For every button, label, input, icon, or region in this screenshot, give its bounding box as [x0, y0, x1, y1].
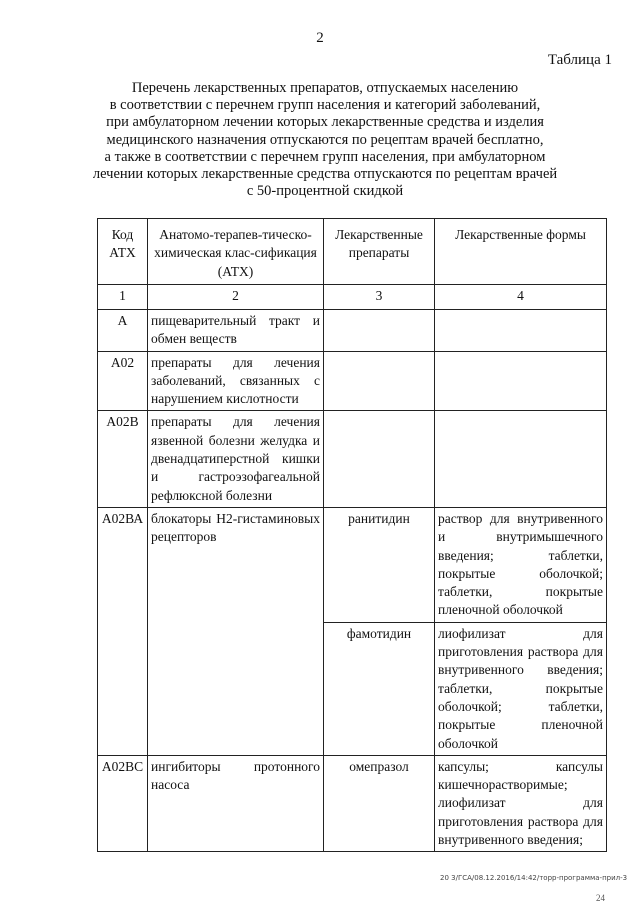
header-atc-code: Код АТХ [98, 219, 148, 285]
title-line: а также в соответствии с перечнем групп населения, при амбулаторном [104, 148, 546, 165]
forms-cell: раствор для внутривенного и внутримышечного введения; таблетки, покрытые оболочкой; таблетки, покрытые пленочной оболочкой [435, 507, 607, 622]
classification-cell: пищеварительный тракт и обмен веществ [148, 310, 324, 352]
classification-cell: препараты для лечения язвенной болезни желудка и двенадцатиперстной кишки и гастроэзофагеальной рефлюксной болезни [148, 411, 324, 507]
drug-cell [324, 351, 435, 411]
title-line: Перечень лекарственных препаратов, отпускаемых населению [131, 80, 519, 96]
drug-cell [324, 310, 435, 352]
table-label: Таблица 1 [547, 52, 612, 68]
title-line: с 50-процентной скидкой [246, 183, 404, 200]
column-number-row [98, 285, 607, 310]
drug-cell: фамотидин [324, 622, 435, 755]
forms-cell: капсулы; капсулы кишечнорастворимые; лиофилизат для приготовления раствора для внутривенного введения; [435, 755, 607, 851]
table-row [98, 351, 607, 411]
header-dosage-forms: Лекарственные формы [435, 219, 607, 285]
header-drugs: Лекарственные препараты [324, 219, 435, 285]
table-row [98, 507, 607, 622]
table-row [98, 755, 607, 851]
title-line: при амбулаторном лечении которых лекарственные средства и изделия [106, 114, 544, 131]
header-atc-classification: Анатомо-терапев-тическо-химическая клас-сификация (АТХ) [148, 219, 324, 285]
drug-cell [324, 411, 435, 507]
table-row [98, 310, 607, 352]
footer-stamp: 20 3/ГСА/08.12.2016/14:42/торр-программа-прил-3 [440, 874, 628, 882]
document-title [80, 80, 570, 200]
footer-page-mark: 24 [596, 893, 605, 903]
classification-cell: препараты для лечения заболеваний, связанных с нарушением кислотности [148, 351, 324, 411]
atc-code-cell: А02ВС [98, 755, 148, 851]
forms-cell [435, 411, 607, 507]
classification-cell: блокаторы Н2-гистаминовых рецепторов [148, 507, 324, 755]
title-line: лечении которых лекарственные средства отпускаются по рецептам врачей [92, 166, 558, 183]
forms-cell: лиофилизат для приготовления раствора для внутривенного введения; таблетки, покрытые оболочкой; таблетки, покрытые пленочной оболочкой [435, 622, 607, 755]
column-number: 1 [98, 285, 148, 310]
drug-table [97, 218, 607, 852]
atc-code-cell: А02В [98, 411, 148, 507]
title-line: в соответствии с перечнем групп населения и категорий заболеваний, [109, 97, 541, 114]
classification-cell: ингибиторы протонного насоса [148, 755, 324, 851]
page-number: 2 [316, 30, 324, 46]
atc-code-cell: А02 [98, 351, 148, 411]
forms-cell [435, 310, 607, 352]
atc-code-cell: А [98, 310, 148, 352]
column-number: 2 [148, 285, 324, 310]
table-header-row [98, 219, 607, 285]
drug-cell: ранитидин [324, 507, 435, 622]
atc-code-cell: А02ВА [98, 507, 148, 755]
forms-cell [435, 351, 607, 411]
title-line: медицинского назначения отпускаются по рецептам врачей бесплатно, [106, 131, 544, 148]
drug-cell: омепразол [324, 755, 435, 851]
column-number: 3 [324, 285, 435, 310]
table-row [98, 411, 607, 507]
column-number: 4 [435, 285, 607, 310]
